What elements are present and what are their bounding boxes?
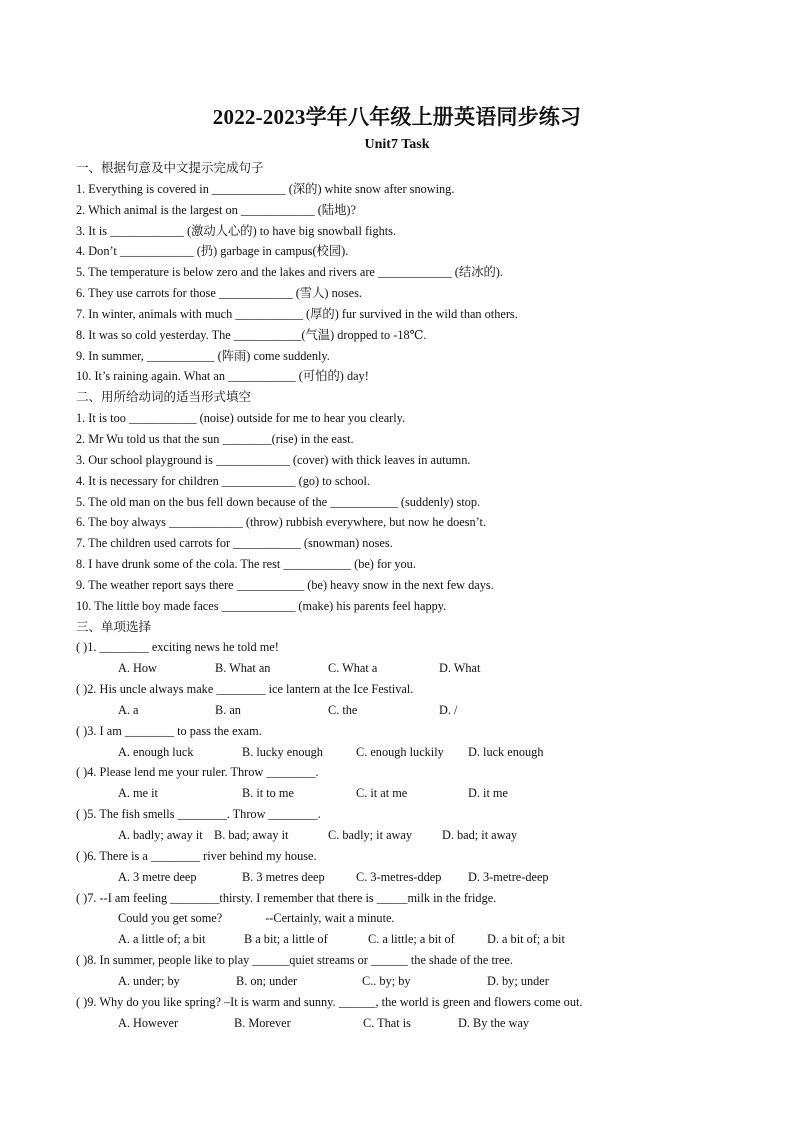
mcq-options bbox=[76, 783, 766, 804]
section-heading: 一、根据句意及中文提示完成句子 bbox=[76, 160, 264, 175]
option-b: B. lucky enough bbox=[242, 744, 323, 759]
mcq-question: ( )6. There is a ________ river behind my house. bbox=[76, 848, 317, 863]
mcq-question: ( )8. In summer, people like to play ______quiet streams or ______ the shade of the tree. bbox=[76, 953, 513, 968]
option-c: C. badly; it away bbox=[328, 828, 413, 842]
mcq-options bbox=[76, 971, 766, 992]
question-line: 8. I have drunk some of the cola. The rest ___________ (be) for you. bbox=[76, 557, 416, 572]
option-b: B. it to me bbox=[242, 786, 294, 801]
question-line: 3. Our school playground is ____________ (cover) with thick leaves in autumn. bbox=[76, 452, 471, 467]
worksheet-content bbox=[76, 158, 766, 1033]
question-line: 2. Mr Wu told us that the sun ________(rise) in the east. bbox=[76, 431, 354, 446]
section-heading: 二、用所给动词的适当形式填空 bbox=[76, 389, 252, 405]
option-d: D. / bbox=[439, 702, 458, 717]
mcq-question: ( )1. ________ exciting news he told me! bbox=[76, 640, 279, 655]
option-a: A. a bbox=[118, 702, 139, 717]
option-c: C.. by; by bbox=[362, 973, 411, 988]
mcq-options bbox=[76, 700, 766, 721]
option-b: B. bad; away it bbox=[214, 828, 289, 842]
option-d: D. bad; it away bbox=[442, 828, 518, 842]
mcq-question: ( )9. Why do you like spring? –It is warm and sunny. ______, the world is green and flowers come out. bbox=[76, 994, 583, 1009]
option-c: C. 3-metres-ddep bbox=[356, 869, 442, 884]
option-b: B. an bbox=[215, 702, 241, 717]
question-line: 1. It is too ___________ (noise) outside for me to hear you clearly. bbox=[76, 411, 406, 426]
mcq-question-continuation: Could you get some? --Certainly, wait a minute. bbox=[118, 911, 395, 926]
section-heading: 三、单项选择 bbox=[76, 618, 152, 634]
option-b: B. What an bbox=[215, 661, 271, 676]
option-a: A. a little of; a bit bbox=[118, 932, 206, 947]
mcq-options bbox=[76, 1013, 766, 1034]
question-line: 7. The children used carrots for ___________ (snowman) noses. bbox=[76, 536, 393, 551]
question-line: 5. The temperature is below zero and the lakes and rivers are ____________ (结冰的). bbox=[76, 265, 503, 280]
option-b: B. Morever bbox=[234, 1015, 291, 1030]
mcq-options bbox=[76, 658, 766, 679]
question-line: 9. The weather report says there ___________ (be) heavy snow in the next few days. bbox=[76, 577, 494, 592]
option-b: B. 3 metres deep bbox=[242, 869, 325, 884]
question-line: 3. It is ____________ (激动人心的) to have big snowball fights. bbox=[76, 223, 397, 238]
option-b: B a bit; a little of bbox=[244, 932, 328, 947]
option-d: D. 3-metre-deep bbox=[468, 869, 549, 884]
mcq-question: ( )7. --I am feeling ________thirsty. I remember that there is _____milk in the fridge. bbox=[76, 890, 497, 905]
page-title: 2022-2023学年八年级上册英语同步练习 bbox=[212, 105, 582, 129]
option-d: D. By the way bbox=[458, 1015, 530, 1030]
question-line: 8. It was so cold yesterday. The ___________(气温) dropped to -18℃. bbox=[76, 327, 427, 342]
question-line: 10. It’s raining again. What an ___________ (可怕的) day! bbox=[76, 369, 369, 384]
mcq-options bbox=[76, 867, 766, 888]
option-a: A. 3 metre deep bbox=[118, 869, 197, 884]
option-d: D. it me bbox=[468, 786, 508, 801]
option-a: A. How bbox=[118, 661, 157, 676]
question-line: 4. Don’t ____________ (扔) garbage in campus(校园). bbox=[76, 244, 349, 259]
option-c: C. enough luckily bbox=[356, 744, 444, 759]
question-line: 9. In summer, ___________ (阵雨) come suddenly. bbox=[76, 348, 330, 363]
option-a: A. badly; away it bbox=[118, 828, 203, 842]
option-a: A. However bbox=[118, 1015, 179, 1030]
option-c: C. it at me bbox=[356, 786, 408, 801]
question-line: 6. The boy always ____________ (throw) rubbish everywhere, but now he doesn’t. bbox=[76, 515, 487, 530]
option-c: C. a little; a bit of bbox=[368, 932, 455, 947]
question-line: 10. The little boy made faces ____________ (make) his parents feel happy. bbox=[76, 598, 447, 613]
option-a: A. me it bbox=[118, 786, 158, 801]
question-line: 5. The old man on the bus fell down because of the ___________ (suddenly) stop. bbox=[76, 494, 481, 509]
question-line: 4. It is necessary for children ____________ (go) to school. bbox=[76, 473, 371, 488]
mcq-question: ( )5. The fish smells ________. Throw ________. bbox=[76, 807, 321, 822]
question-line: 1. Everything is covered in ____________ (深的) white snow after snowing. bbox=[76, 181, 455, 196]
question-line: 6. They use carrots for those ____________ (雪人) noses. bbox=[76, 286, 362, 301]
option-d: D. What bbox=[439, 661, 481, 676]
mcq-question: ( )3. I am ________ to pass the exam. bbox=[76, 723, 262, 738]
mcq-options bbox=[76, 742, 766, 763]
question-line: 2. Which animal is the largest on ____________ (陆地)? bbox=[76, 202, 356, 217]
option-c: C. That is bbox=[363, 1015, 411, 1030]
page-subtitle: Unit7 Task bbox=[364, 137, 430, 152]
option-d: D. a bit of; a bit bbox=[487, 932, 565, 947]
question-line: 7. In winter, animals with much ___________ (厚的) fur survived in the wild than others. bbox=[76, 306, 518, 321]
option-b: B. on; under bbox=[236, 973, 298, 988]
option-a: A. under; by bbox=[118, 973, 180, 988]
mcq-question: ( )4. Please lend me your ruler. Throw ________. bbox=[76, 765, 319, 780]
option-a: A. enough luck bbox=[118, 744, 194, 759]
option-c: C. the bbox=[328, 702, 358, 717]
mcq-question: ( )2. His uncle always make ________ ice lantern at the Ice Festival. bbox=[76, 682, 414, 697]
mcq-options bbox=[76, 929, 766, 950]
option-d: D. by; under bbox=[487, 973, 549, 988]
option-d: D. luck enough bbox=[468, 744, 544, 759]
option-c: C. What a bbox=[328, 661, 378, 676]
mcq-options bbox=[76, 825, 766, 846]
